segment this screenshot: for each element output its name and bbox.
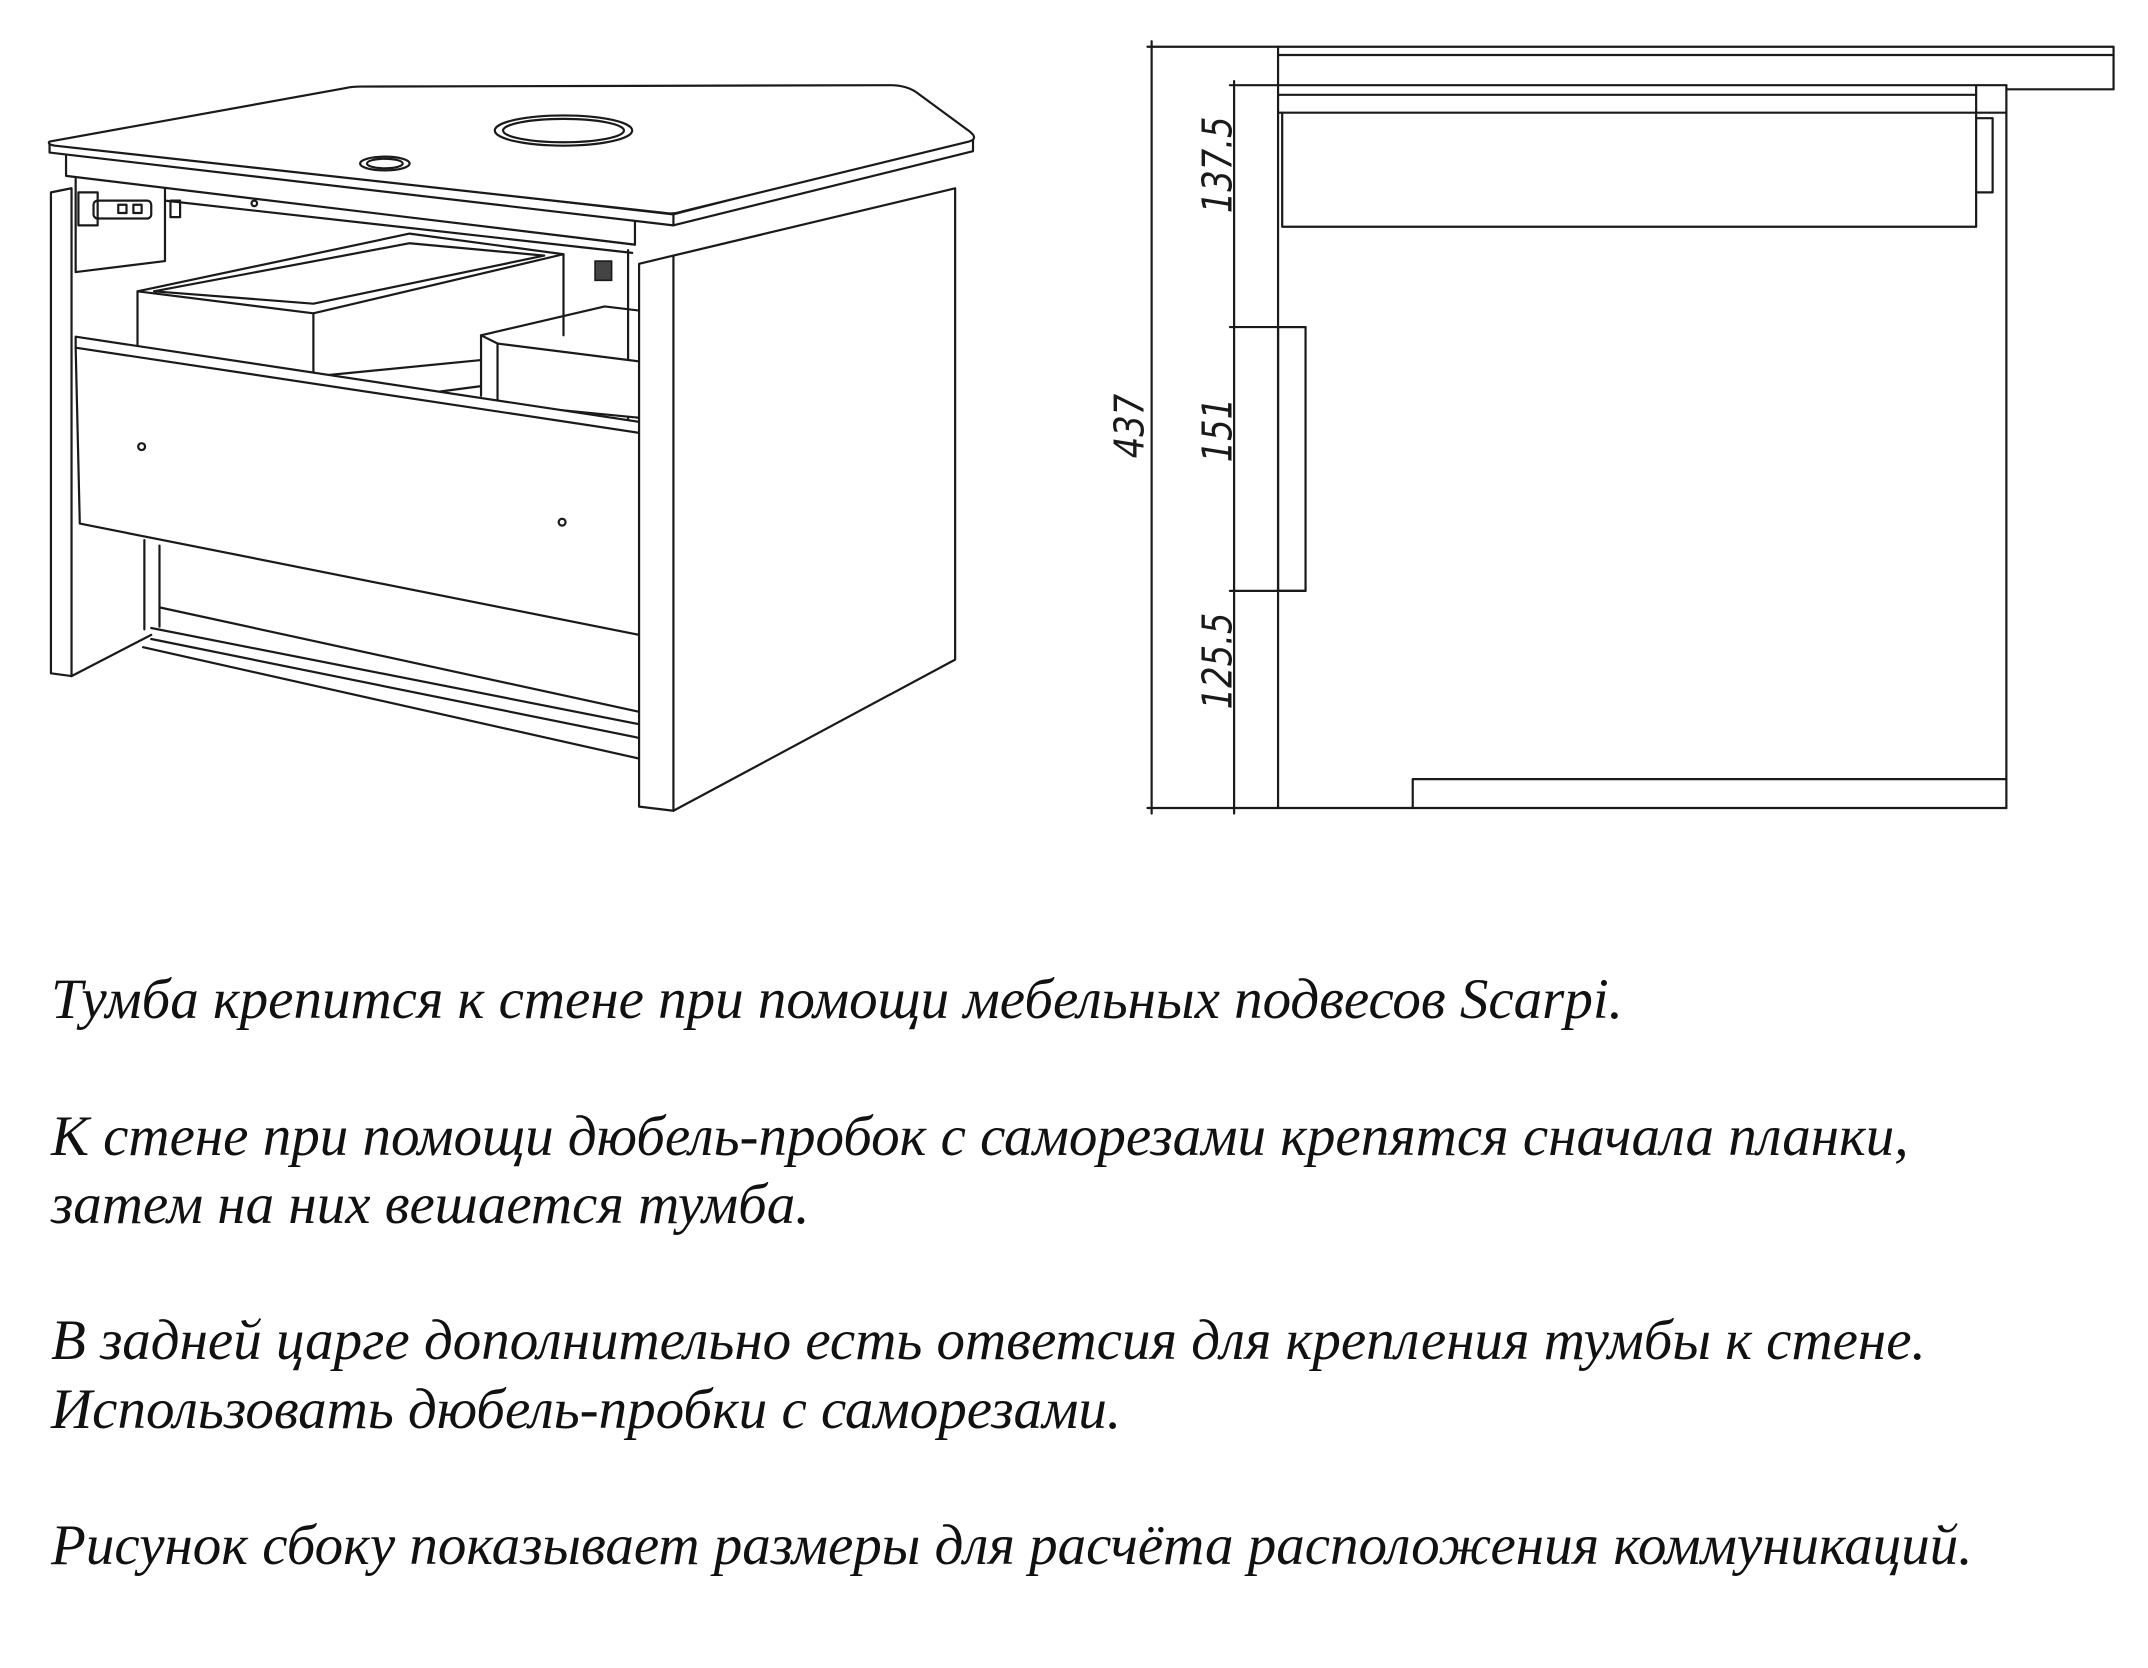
lower-divider (144, 540, 159, 629)
right-hanger-bracket (595, 261, 611, 280)
side-upper-panel (1282, 85, 1976, 227)
instruction-line: Использовать дюбель-пробки с саморезами. (51, 1377, 1122, 1441)
technical-drawing (0, 0, 2148, 830)
side-countertop (1278, 47, 2113, 90)
side-bottom-rail (1413, 779, 2007, 808)
organizer-large-top (138, 234, 564, 314)
right-panel-outer-face (639, 188, 955, 811)
instruction-line: К стене при помощи дюбель-пробок с саморезами крепятся сначала планки, (51, 1104, 1909, 1168)
instruction-paragraph-rails (51, 1103, 2131, 1240)
countertop-top-face (49, 85, 974, 213)
side-hanger-bracket (1976, 118, 1992, 192)
instruction-paragraph-back-rail (51, 1307, 2131, 1444)
organizer-small-left-edge (481, 335, 497, 395)
dimension-label-upper: 137.5 (1193, 116, 1242, 214)
hanger-screw-1 (118, 205, 126, 213)
left-side-panel (51, 188, 72, 676)
instruction-line: В задней царге дополнительно есть ответсия для крепления тумбы к стене. (51, 1309, 1926, 1373)
right-side-panel (639, 188, 955, 811)
instruction-line: Рисунок сбоку показывает размеры для расчёта расположения коммуникаций. (51, 1514, 1973, 1577)
lower-rail-back (159, 607, 639, 711)
instruction-paragraph-side-view (51, 1512, 2131, 1580)
dimension-label-handle: 151 (1193, 397, 1242, 463)
cabinet-isometric-drawing (49, 85, 974, 811)
bottom-rail-bottom (143, 647, 639, 758)
hanger-screw-2 (133, 205, 141, 213)
organizer-small-top-back (481, 306, 639, 335)
bottom-rail-top (151, 628, 639, 724)
side-top-rail (1278, 95, 2006, 113)
organizer-large-bottom-edge (313, 360, 481, 376)
mounting-hole (252, 201, 257, 206)
instruction-line: Тумба крепится к стене при помощи мебельных подвесов Scarpi. (51, 968, 1623, 1031)
side-view-drawing (1105, 41, 2113, 813)
hanger-body (78, 192, 97, 225)
side-handle (1278, 327, 1305, 591)
instruction-paragraph-mounting (51, 966, 2131, 1034)
left-panel-bottom-edge (72, 635, 152, 676)
bottom-rail-front (151, 639, 639, 738)
dimension-label-total: 437 (1105, 393, 1154, 459)
instructions-text (51, 966, 2131, 1649)
dimension-label-lower: 125.5 (1193, 612, 1242, 710)
instruction-line: затем на них вешается тумба. (51, 1172, 810, 1236)
